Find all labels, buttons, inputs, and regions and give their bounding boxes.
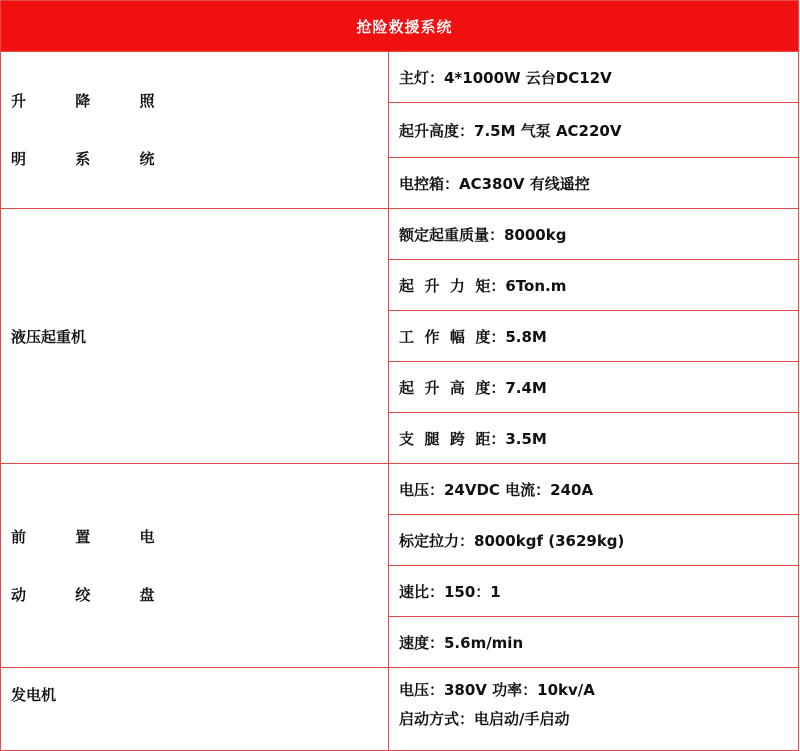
category-cell-generator <box>1 668 389 751</box>
category-label: 液压起重机 <box>11 327 87 346</box>
category-line: 升 降 照 <box>11 92 177 110</box>
table-row <box>1 668 799 751</box>
title-row <box>1 1 799 52</box>
category-cell-crane <box>1 209 389 464</box>
value-cell-generator <box>389 668 799 751</box>
value-cell: 起 升 高 度：7.4M <box>389 362 799 413</box>
value-cell: 支 腿 跨 距：3.5M <box>389 413 799 464</box>
category-label: 发电机 <box>11 686 57 704</box>
value-line: 电压：380V 功率：10kv/A <box>399 681 595 699</box>
table-title: 抢险救援系统 <box>1 1 799 52</box>
category-cell-winch <box>1 464 389 668</box>
value-cell: 电控箱：AC380V 有线遥控 <box>389 158 799 209</box>
value-cell: 工 作 幅 度：5.8M <box>389 311 799 362</box>
category-line: 动 绞 盘 <box>11 585 177 604</box>
value-cell: 起 升 力 矩：6Ton.m <box>389 260 799 311</box>
value-cell: 起升高度：7.5M 气泵 AC220V <box>389 103 799 158</box>
category-cell-lighting <box>1 52 389 209</box>
value-line: 启动方式：电启动/手启动 <box>399 710 570 728</box>
category-line: 明 系 统 <box>11 150 177 168</box>
value-cell: 速比：150：1 <box>389 566 799 617</box>
value-cell: 标定拉力：8000kgf (3629kg) <box>389 515 799 566</box>
value-cell: 额定起重质量：8000kg <box>389 209 799 260</box>
table-row <box>1 464 799 515</box>
value-cell: 主灯：4*1000W 云台DC12V <box>389 52 799 103</box>
table-row <box>1 209 799 260</box>
value-cell: 速度：5.6m/min <box>389 617 799 668</box>
table-row <box>1 52 799 103</box>
category-line: 前 置 电 <box>11 527 177 546</box>
value-cell: 电压：24VDC 电流：240A <box>389 464 799 515</box>
